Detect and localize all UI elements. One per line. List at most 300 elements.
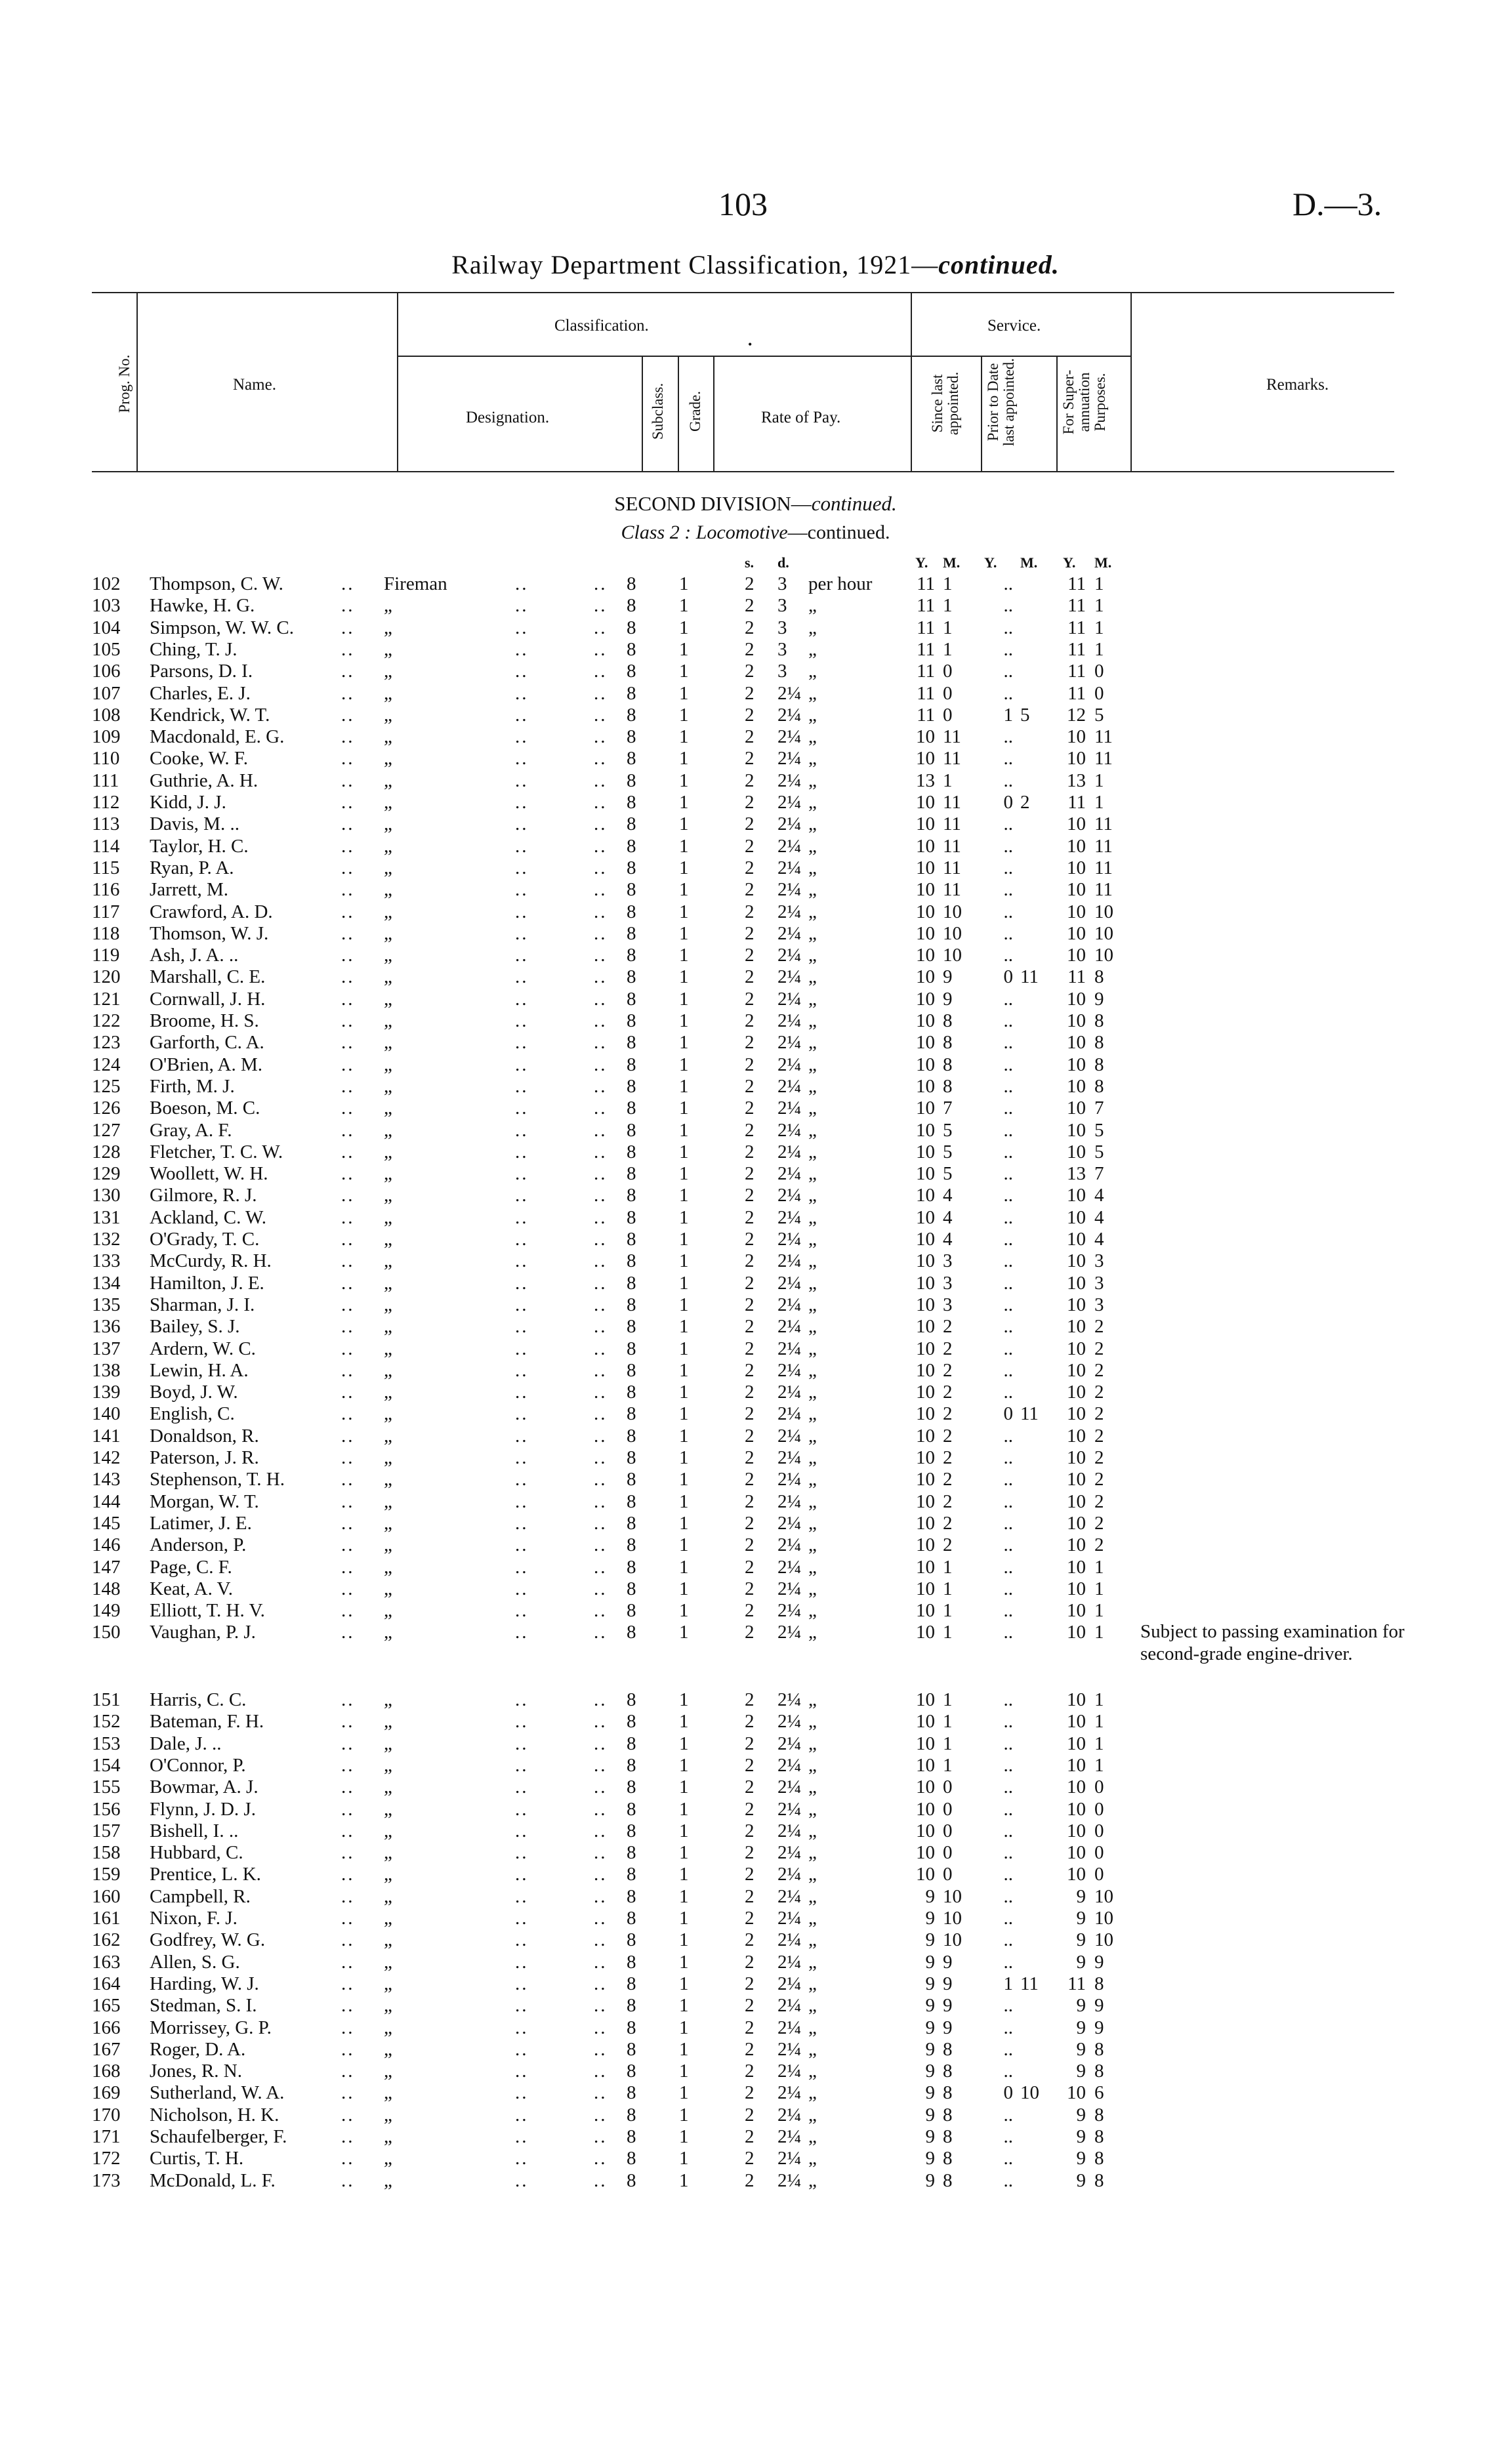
subclass: 8	[627, 1711, 636, 1733]
since-years: 10	[916, 748, 935, 770]
since-years: 10	[916, 1185, 935, 1206]
staff-name: Ackland, C. W.	[150, 1206, 267, 1228]
leader-dots: ..	[515, 835, 529, 857]
super-years: 11	[1067, 595, 1086, 617]
pay-shillings: 2	[745, 2038, 755, 2060]
pay-shillings: 2	[745, 1163, 755, 1185]
staff-name: McCurdy, R. H.	[150, 1250, 272, 1272]
pay-shillings: 2	[745, 1534, 755, 1556]
super-years: 10	[1067, 1469, 1086, 1490]
header-superannuation: For Super-annuation Purposes.	[1060, 369, 1108, 435]
staff-name: Hamilton, J. E.	[150, 1272, 264, 1294]
pay-pence: 2¼	[777, 726, 802, 748]
leader-dots: ..	[341, 1206, 355, 1228]
pay-shillings: 2	[745, 1929, 755, 1951]
prog-number: 112	[92, 792, 120, 813]
designation: „	[384, 813, 392, 835]
table-row	[0, 1886, 1511, 1908]
super-years: 9	[1076, 2017, 1086, 2038]
subclass: 8	[627, 1316, 636, 1338]
super-months: 8	[1094, 1032, 1104, 1054]
subclass: 8	[627, 1622, 636, 1643]
staff-name: O'Connor, P.	[150, 1754, 246, 1776]
prior-years: ..	[1003, 1075, 1013, 1097]
grade: 1	[679, 1973, 689, 1994]
super-years: 9	[1076, 1908, 1086, 1929]
pay-pence: 2¼	[777, 2104, 802, 2125]
leader-dots: ..	[515, 1294, 529, 1315]
super-years: 10	[1067, 1098, 1086, 1119]
prog-number: 129	[92, 1163, 121, 1185]
leader-dots: ..	[594, 1119, 608, 1141]
pay-pence: 3	[777, 638, 787, 660]
prior-years: ..	[1003, 1534, 1013, 1556]
leader-dots: ..	[515, 813, 529, 835]
leader-dots: ..	[515, 1973, 529, 1994]
super-months: 0	[1094, 682, 1104, 704]
prog-number: 132	[92, 1229, 121, 1250]
pay-per: „	[808, 1798, 817, 1820]
prog-number: 150	[92, 1622, 121, 1643]
prog-number: 171	[92, 2126, 121, 2147]
pay-shillings: 2	[745, 748, 755, 770]
leader-dots: ..	[341, 1864, 355, 1885]
unit-months-super: M.	[1094, 554, 1112, 571]
leader-dots: ..	[515, 1054, 529, 1075]
pay-per: „	[808, 1929, 817, 1951]
pay-pence: 2¼	[777, 1490, 802, 1512]
prior-years: ..	[1003, 1798, 1013, 1820]
since-months: 8	[943, 2061, 953, 2082]
since-years: 9	[925, 2038, 935, 2060]
pay-shillings: 2	[745, 1973, 755, 1994]
staff-name: Sutherland, W. A.	[150, 2082, 285, 2104]
prior-years: 0	[1003, 792, 1013, 813]
staff-name: Gray, A. F.	[150, 1119, 232, 1141]
staff-name: Donaldson, R.	[150, 1425, 259, 1447]
prog-number: 125	[92, 1075, 121, 1097]
table-row	[0, 1755, 1511, 1776]
leader-dots: ..	[594, 1951, 608, 1973]
super-months: 0	[1094, 1864, 1104, 1885]
designation: „	[384, 2082, 392, 2104]
pay-pence: 2¼	[777, 1908, 802, 1929]
subclass: 8	[627, 1075, 636, 1097]
since-years: 11	[917, 661, 935, 682]
leader-dots: ..	[515, 1776, 529, 1798]
grade: 1	[679, 1820, 689, 1841]
prior-years: ..	[1003, 1512, 1013, 1534]
pay-per: „	[808, 1447, 817, 1468]
pay-shillings: 2	[745, 857, 755, 878]
pay-pence: 2¼	[777, 1359, 802, 1381]
since-years: 11	[917, 573, 935, 594]
table-row	[0, 1403, 1511, 1425]
staff-name: Latimer, J. E.	[150, 1512, 252, 1534]
super-months: 11	[1094, 857, 1113, 878]
pay-pence: 3	[777, 661, 787, 682]
table-row	[0, 1973, 1511, 1995]
since-months: 0	[943, 1776, 953, 1798]
super-months: 8	[1094, 1010, 1104, 1031]
grade: 1	[679, 704, 689, 726]
leader-dots: ..	[594, 1010, 608, 1031]
table-row	[0, 1360, 1511, 1382]
pay-pence: 2¼	[777, 1754, 802, 1776]
leader-dots: ..	[594, 1403, 608, 1425]
pay-shillings: 2	[745, 682, 755, 704]
super-months: 8	[1094, 1973, 1104, 1994]
super-years: 10	[1067, 1578, 1086, 1599]
leader-dots: ..	[515, 1272, 529, 1294]
section-title-continued: continued.	[811, 492, 897, 515]
pay-shillings: 2	[745, 1294, 755, 1315]
prior-years: ..	[1003, 726, 1013, 748]
leader-dots: ..	[515, 1885, 529, 1907]
leader-dots: ..	[341, 1229, 355, 1250]
super-months: 11	[1094, 726, 1113, 748]
grade: 1	[679, 1075, 689, 1097]
designation: „	[384, 1600, 392, 1622]
pay-pence: 2¼	[777, 1250, 802, 1272]
since-years: 10	[916, 857, 935, 878]
super-years: 10	[1067, 1272, 1086, 1294]
since-months: 1	[943, 1733, 953, 1754]
prog-number: 142	[92, 1447, 121, 1468]
prog-number: 144	[92, 1490, 121, 1512]
super-months: 3	[1094, 1272, 1104, 1294]
super-years: 11	[1067, 638, 1086, 660]
prog-number: 148	[92, 1578, 121, 1599]
leader-dots: ..	[341, 1776, 355, 1798]
leader-dots: ..	[594, 617, 608, 638]
subclass: 8	[627, 1425, 636, 1447]
pay-per: „	[808, 1600, 817, 1622]
pay-per: „	[808, 945, 817, 966]
remark-row-150: Subject to passing examination for second-grade engine-driver.	[1140, 1621, 1405, 1664]
super-years: 10	[1067, 1338, 1086, 1359]
pay-shillings: 2	[745, 945, 755, 966]
staff-name: Garforth, C. A.	[150, 1032, 264, 1054]
leader-dots: ..	[341, 1512, 355, 1534]
since-years: 10	[916, 879, 935, 901]
pay-pence: 2¼	[777, 1229, 802, 1250]
since-years: 9	[925, 1973, 935, 1994]
leader-dots: ..	[341, 1119, 355, 1141]
prog-number: 139	[92, 1382, 121, 1403]
prog-number: 123	[92, 1032, 121, 1054]
leader-dots: ..	[515, 1842, 529, 1864]
grade: 1	[679, 2104, 689, 2125]
super-years: 11	[1067, 661, 1086, 682]
prior-years: ..	[1003, 857, 1013, 878]
subclass: 8	[627, 1556, 636, 1578]
designation: „	[384, 1359, 392, 1381]
pay-per: „	[808, 726, 817, 748]
designation: „	[384, 1622, 392, 1643]
pay-pence: 2¼	[777, 1995, 802, 2017]
prog-number: 111	[92, 770, 119, 791]
leader-dots: ..	[594, 1054, 608, 1075]
subclass: 8	[627, 1098, 636, 1119]
prior-months: 11	[1020, 1973, 1039, 1994]
prog-number: 135	[92, 1294, 121, 1315]
super-months: 10	[1094, 1885, 1113, 1907]
prog-number: 104	[92, 617, 121, 638]
grade: 1	[679, 1206, 689, 1228]
pay-pence: 2¼	[777, 1185, 802, 1206]
super-years: 10	[1067, 1842, 1086, 1864]
grade: 1	[679, 1338, 689, 1359]
leader-dots: ..	[594, 1776, 608, 1798]
table-row	[0, 1491, 1511, 1513]
table-row	[0, 1578, 1511, 1600]
pay-pence: 2¼	[777, 2017, 802, 2038]
prog-number: 108	[92, 704, 121, 726]
prior-years: ..	[1003, 617, 1013, 638]
leader-dots: ..	[341, 1272, 355, 1294]
grade: 1	[679, 2126, 689, 2147]
subclass: 8	[627, 2104, 636, 2125]
since-months: 9	[943, 966, 953, 988]
grade: 1	[679, 792, 689, 813]
designation: „	[384, 2061, 392, 2082]
since-months: 0	[943, 661, 953, 682]
pay-shillings: 2	[745, 922, 755, 944]
designation: „	[384, 2169, 392, 2191]
grade: 1	[679, 661, 689, 682]
leader-dots: ..	[594, 901, 608, 922]
pay-per: „	[808, 1622, 817, 1643]
since-years: 10	[916, 1054, 935, 1075]
since-months: 9	[943, 988, 953, 1010]
prior-months: 10	[1020, 2082, 1039, 2104]
leader-dots: ..	[515, 1600, 529, 1622]
leader-dots: ..	[341, 748, 355, 770]
prior-years: ..	[1003, 1842, 1013, 1864]
pay-shillings: 2	[745, 1098, 755, 1119]
prog-number: 157	[92, 1820, 121, 1841]
designation: „	[384, 2038, 392, 2060]
grade: 1	[679, 1776, 689, 1798]
unit-months-since: M.	[943, 554, 961, 571]
designation: „	[384, 1556, 392, 1578]
pay-shillings: 2	[745, 1032, 755, 1054]
designation: „	[384, 1447, 392, 1468]
grade: 1	[679, 1711, 689, 1733]
leader-dots: ..	[594, 1294, 608, 1315]
table-row	[0, 1820, 1511, 1842]
prior-years: ..	[1003, 682, 1013, 704]
super-months: 2	[1094, 1534, 1104, 1556]
super-months: 9	[1094, 1951, 1104, 1973]
pay-pence: 2¼	[777, 945, 802, 966]
super-years: 9	[1076, 2061, 1086, 2082]
leader-dots: ..	[515, 638, 529, 660]
table-row	[0, 1141, 1511, 1163]
header-name: Name.	[233, 376, 276, 394]
since-months: 1	[943, 1689, 953, 1710]
leader-dots: ..	[594, 573, 608, 594]
prior-years: ..	[1003, 1359, 1013, 1381]
prior-years: ..	[1003, 1382, 1013, 1403]
subclass: 8	[627, 1864, 636, 1885]
pay-pence: 2¼	[777, 1578, 802, 1599]
designation: „	[384, 1185, 392, 1206]
subclass: 8	[627, 1842, 636, 1864]
super-months: 1	[1094, 573, 1104, 594]
table-row	[0, 1032, 1511, 1054]
leader-dots: ..	[341, 945, 355, 966]
pay-per: „	[808, 879, 817, 901]
pay-pence: 2¼	[777, 1294, 802, 1315]
leader-dots: ..	[515, 1010, 529, 1031]
pay-shillings: 2	[745, 1075, 755, 1097]
leader-dots: ..	[515, 1469, 529, 1490]
pay-per: „	[808, 770, 817, 791]
leader-dots: ..	[341, 573, 355, 594]
leader-dots: ..	[341, 1250, 355, 1272]
subclass: 8	[627, 1600, 636, 1622]
prog-number: 119	[92, 945, 120, 966]
since-months: 1	[943, 595, 953, 617]
prior-years: ..	[1003, 1951, 1013, 1973]
prior-years: ..	[1003, 1733, 1013, 1754]
super-years: 10	[1067, 1229, 1086, 1250]
super-months: 11	[1094, 879, 1113, 901]
staff-name: Crawford, A. D.	[150, 901, 273, 922]
pay-shillings: 2	[745, 1382, 755, 1403]
leader-dots: ..	[594, 1973, 608, 1994]
super-years: 11	[1067, 966, 1086, 988]
pay-pence: 2¼	[777, 1842, 802, 1864]
subclass: 8	[627, 1820, 636, 1841]
table-row	[0, 2105, 1511, 2126]
designation: „	[384, 1206, 392, 1228]
since-years: 10	[916, 1032, 935, 1054]
pay-per: „	[808, 2017, 817, 2038]
pay-pence: 2¼	[777, 966, 802, 988]
subclass: 8	[627, 835, 636, 857]
pay-pence: 2¼	[777, 1622, 802, 1643]
prior-years: ..	[1003, 1689, 1013, 1710]
grade: 1	[679, 1798, 689, 1820]
prog-number: 168	[92, 2061, 121, 2082]
prior-years: ..	[1003, 1556, 1013, 1578]
since-months: 5	[943, 1119, 953, 1141]
table-row	[0, 726, 1511, 748]
super-months: 1	[1094, 638, 1104, 660]
leader-dots: ..	[594, 966, 608, 988]
since-years: 10	[916, 1250, 935, 1272]
since-years: 11	[917, 704, 935, 726]
super-years: 11	[1067, 573, 1086, 594]
grade: 1	[679, 835, 689, 857]
designation: „	[384, 1098, 392, 1119]
leader-dots: ..	[594, 1338, 608, 1359]
pay-shillings: 2	[745, 573, 755, 594]
since-years: 9	[925, 2082, 935, 2104]
leader-dots: ..	[341, 1820, 355, 1841]
table-row	[0, 1338, 1511, 1360]
leader-dots: ..	[594, 835, 608, 857]
grade: 1	[679, 901, 689, 922]
staff-name: Fletcher, T. C. W.	[150, 1141, 283, 1162]
leader-dots: ..	[341, 1425, 355, 1447]
since-years: 10	[916, 1382, 935, 1403]
super-months: 2	[1094, 1447, 1104, 1468]
subclass: 8	[627, 661, 636, 682]
pay-shillings: 2	[745, 1359, 755, 1381]
pay-per: „	[808, 922, 817, 944]
designation: „	[384, 638, 392, 660]
grade: 1	[679, 1054, 689, 1075]
pay-pence: 2¼	[777, 1032, 802, 1054]
pay-per: „	[808, 1316, 817, 1338]
leader-dots: ..	[515, 748, 529, 770]
designation: „	[384, 748, 392, 770]
leader-dots: ..	[515, 704, 529, 726]
leader-dots: ..	[515, 879, 529, 901]
since-years: 10	[916, 1842, 935, 1864]
since-years: 13	[916, 770, 935, 791]
staff-name: Jones, R. N.	[150, 2061, 242, 2082]
super-years: 10	[1067, 988, 1086, 1010]
header-prior-to: Prior to Date last appointed.	[985, 358, 1017, 447]
leader-dots: ..	[515, 2038, 529, 2060]
super-months: 0	[1094, 1820, 1104, 1841]
staff-name: Gilmore, R. J.	[150, 1185, 257, 1206]
super-years: 10	[1067, 1206, 1086, 1228]
prior-years: ..	[1003, 1864, 1013, 1885]
designation: „	[384, 704, 392, 726]
grade: 1	[679, 1512, 689, 1534]
since-years: 10	[916, 1534, 935, 1556]
since-months: 11	[943, 726, 961, 748]
staff-name: Harris, C. C.	[150, 1689, 247, 1710]
leader-dots: ..	[515, 1820, 529, 1841]
prog-number: 162	[92, 1929, 121, 1951]
super-years: 9	[1076, 1951, 1086, 1973]
table-row	[0, 836, 1511, 857]
prior-years: ..	[1003, 879, 1013, 901]
table-row	[0, 1908, 1511, 1929]
pay-shillings: 2	[745, 726, 755, 748]
since-years: 10	[916, 1206, 935, 1228]
prog-number: 154	[92, 1754, 121, 1776]
since-months: 1	[943, 1711, 953, 1733]
leader-dots: ..	[341, 1995, 355, 2017]
pay-pence: 2¼	[777, 1556, 802, 1578]
table-row	[0, 1010, 1511, 1032]
table-row	[0, 1229, 1511, 1250]
staff-name: Nixon, F. J.	[150, 1908, 238, 1929]
since-years: 10	[916, 945, 935, 966]
super-years: 10	[1067, 1798, 1086, 1820]
table-row	[0, 857, 1511, 879]
super-years: 9	[1076, 1929, 1086, 1951]
pay-per: „	[808, 1141, 817, 1162]
designation: „	[384, 1798, 392, 1820]
pay-pence: 2¼	[777, 1425, 802, 1447]
super-years: 11	[1067, 792, 1086, 813]
prior-months: 5	[1020, 704, 1030, 726]
super-years: 11	[1067, 1973, 1086, 1994]
pay-shillings: 2	[745, 813, 755, 835]
pay-pence: 2¼	[777, 813, 802, 835]
pay-per: „	[808, 1229, 817, 1250]
pay-pence: 2¼	[777, 1338, 802, 1359]
